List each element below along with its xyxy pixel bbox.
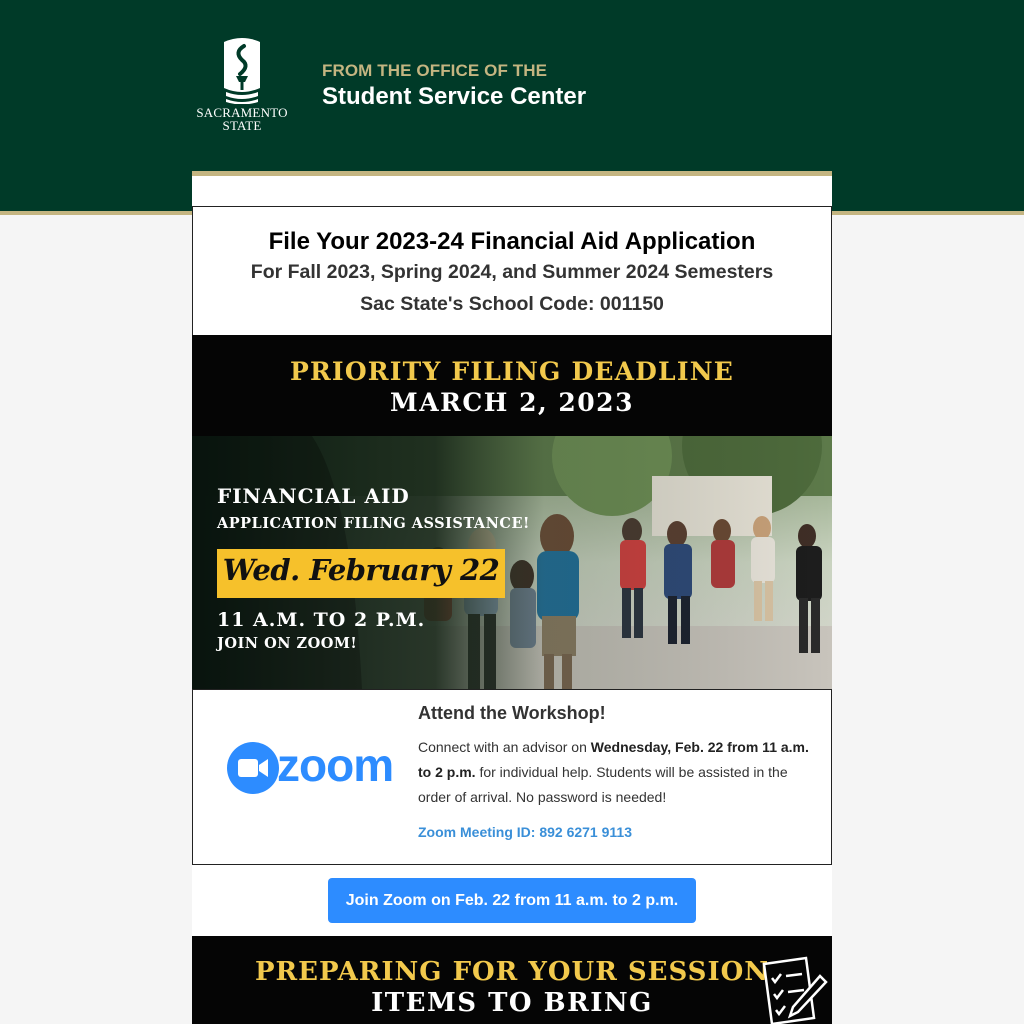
logo-line-2: STATE <box>222 118 262 133</box>
deadline-banner <box>192 335 832 436</box>
office-name: Student Service Center <box>322 83 587 110</box>
prep-banner <box>192 936 832 1024</box>
from-office-label: FROM THE OFFICE OF THE <box>322 61 548 80</box>
checklist-pen-icon <box>758 956 828 1024</box>
video-camera-icon <box>227 742 279 794</box>
logo-wordmark <box>194 106 290 132</box>
workshop-title: Attend the Workshop! <box>418 703 606 723</box>
zoom-wordmark: zoom <box>277 739 394 791</box>
page-title: File Your 2023-24 Financial Aid Application <box>268 228 756 255</box>
logo-line-1: SACRAMENTO <box>196 105 288 120</box>
event-date: Wed. February 22 <box>222 553 500 587</box>
workshop-section <box>192 689 832 865</box>
card-gold-rule <box>192 171 832 176</box>
join-zoom-button[interactable]: Join Zoom on Feb. 22 from 11 a.m. to 2 p.m. <box>328 878 696 923</box>
event-join-note: JOIN ON ZOOM! <box>217 635 358 652</box>
email-header <box>192 0 832 171</box>
deadline-heading: PRIORITY FILING DEADLINE <box>289 357 735 386</box>
torch-shield-icon <box>220 36 264 104</box>
assistance-subheading: APPLICATION FILING ASSISTANCE! <box>217 515 530 532</box>
workshop-description <box>418 735 823 810</box>
zoom-logo <box>227 739 394 794</box>
workshop-body-end: for individual help. Students will be assisted in the order of arrival. No password is needed! <box>418 764 788 805</box>
event-date-badge <box>217 549 505 598</box>
email-card <box>192 171 832 1024</box>
workshop-body-start: Connect with an advisor on <box>418 739 591 755</box>
workshop-body-date: Wednesday, Feb. 22 from 11 a.m. to 2 p.m. <box>418 739 809 780</box>
event-time: 11 A.M. TO 2 P.M. <box>217 609 426 631</box>
prep-subheading: ITEMS TO BRING <box>371 988 653 1018</box>
semesters-subtitle: For Fall 2023, Spring 2024, and Summer 2024 Semesters <box>250 261 774 283</box>
school-code: Sac State's School Code: 001150 <box>360 293 664 315</box>
assistance-banner-image <box>192 436 832 689</box>
assistance-heading: FINANCIAL AID <box>217 484 410 508</box>
deadline-date: MARCH 2, 2023 <box>390 388 634 417</box>
prep-heading: PREPARING FOR YOUR SESSION <box>254 957 770 987</box>
sacramento-state-logo <box>194 36 290 136</box>
zoom-meeting-id: Zoom Meeting ID: 892 6271 9113 <box>418 824 632 840</box>
intro-section <box>192 206 832 336</box>
